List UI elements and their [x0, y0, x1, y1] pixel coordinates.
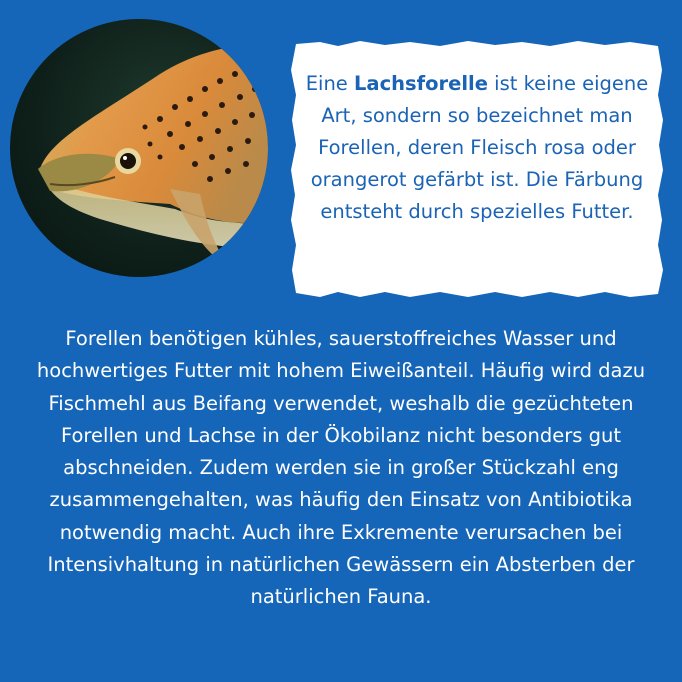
note-text: Eine Lachsforelle ist keine eigene Art, sondern so bezeichnet man Forellen, deren Fleisch rosa oder orangerot gefärbt ist. Die Färbung entsteht durch spezielles Futter.	[305, 72, 649, 223]
info-note	[290, 40, 664, 298]
body-paragraph: Forellen benötigen kühles, sauerstoffreiches Wasser und hochwertiges Futter mit hohem Eiweißanteil. Häufig wird dazu Fischmehl aus Beifang verwendet, weshalb die gezüchteten Forellen und Lachse in der Ökobilanz nicht besonders gut abschneiden. Zudem werden sie in großer Stückzahl eng zusammengehalten, was häufig den Einsatz von Antibiotika notwendig macht. Auch ihre Exkremente verursachen bei Intensivhaltung in natürlichen Gewässern ein Absterben der natürlichen Fauna.	[36, 327, 646, 609]
trout-photo	[10, 19, 268, 277]
trout-icon	[10, 19, 268, 277]
note-highlight: Lachsforelle	[354, 72, 488, 95]
